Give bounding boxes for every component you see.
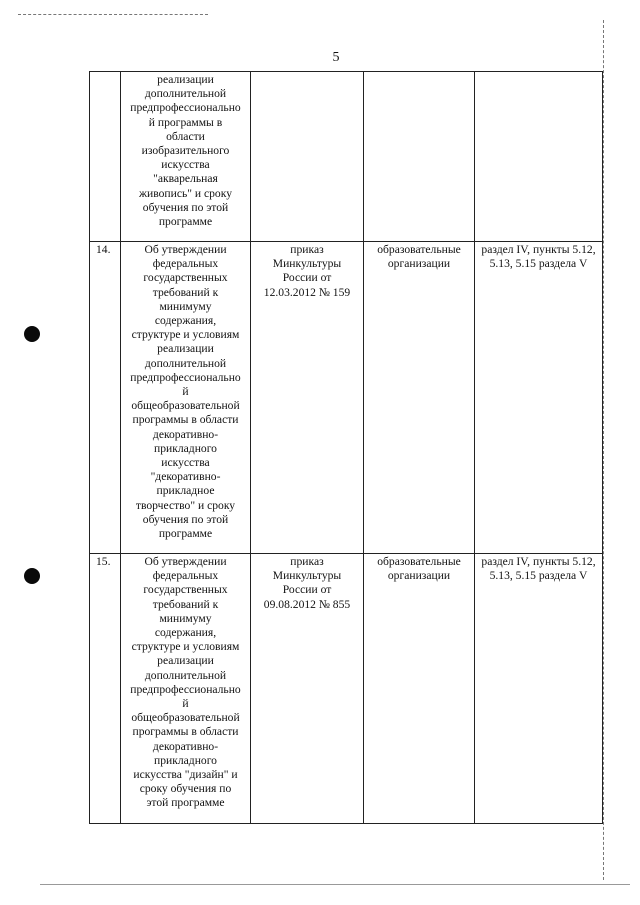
act-name: Об утверждении федеральных государственных требований к минимуму содержания, структуре и условиям реализации дополнительной предпрофессионально й общеобразовательной программы в области декоративно- прикладного искусства "дизайн" и сроку обучения по этой программе <box>121 554 251 824</box>
scan-edge-right <box>603 20 604 880</box>
row-number: 15. <box>90 554 121 824</box>
requirement-sections: раздел IV, пункты 5.12, 5.13, 5.15 раздела V <box>475 242 603 554</box>
act-name: Об утверждении федеральных государственных требований к минимуму содержания, структуре и условиям реализации дополнительной предпрофессионально й общеобразовательной программы в области декоративно- прикладного искусства "декоративно- прикладное творчество" и сроку обучения по этой программе <box>121 242 251 554</box>
scan-edge-bottom <box>40 884 630 885</box>
regulated-subjects: образовательные организации <box>364 554 475 824</box>
requirement-sections <box>475 72 603 242</box>
row-number: 14. <box>90 242 121 554</box>
punch-hole-upper <box>24 326 40 342</box>
scan-edge-top <box>18 14 208 15</box>
table-row <box>90 242 603 554</box>
act-details <box>251 72 364 242</box>
punch-hole-lower <box>24 568 40 584</box>
table-row <box>90 72 603 242</box>
row-number <box>90 72 121 242</box>
page-number: 5 <box>332 50 340 65</box>
requirement-sections: раздел IV, пункты 5.12, 5.13, 5.15 раздела V <box>475 554 603 824</box>
requirements-table <box>89 71 603 824</box>
regulated-subjects: образовательные организации <box>364 242 475 554</box>
act-details: приказ Минкультуры России от 12.03.2012 № 159 <box>251 242 364 554</box>
regulated-subjects <box>364 72 475 242</box>
act-details: приказ Минкультуры России от 09.08.2012 № 855 <box>251 554 364 824</box>
act-name: реализации дополнительной предпрофессионально й программы в области изобразительного искусства "акварельная живопись" и сроку обучения по этой программе <box>121 72 251 242</box>
table-row <box>90 554 603 824</box>
